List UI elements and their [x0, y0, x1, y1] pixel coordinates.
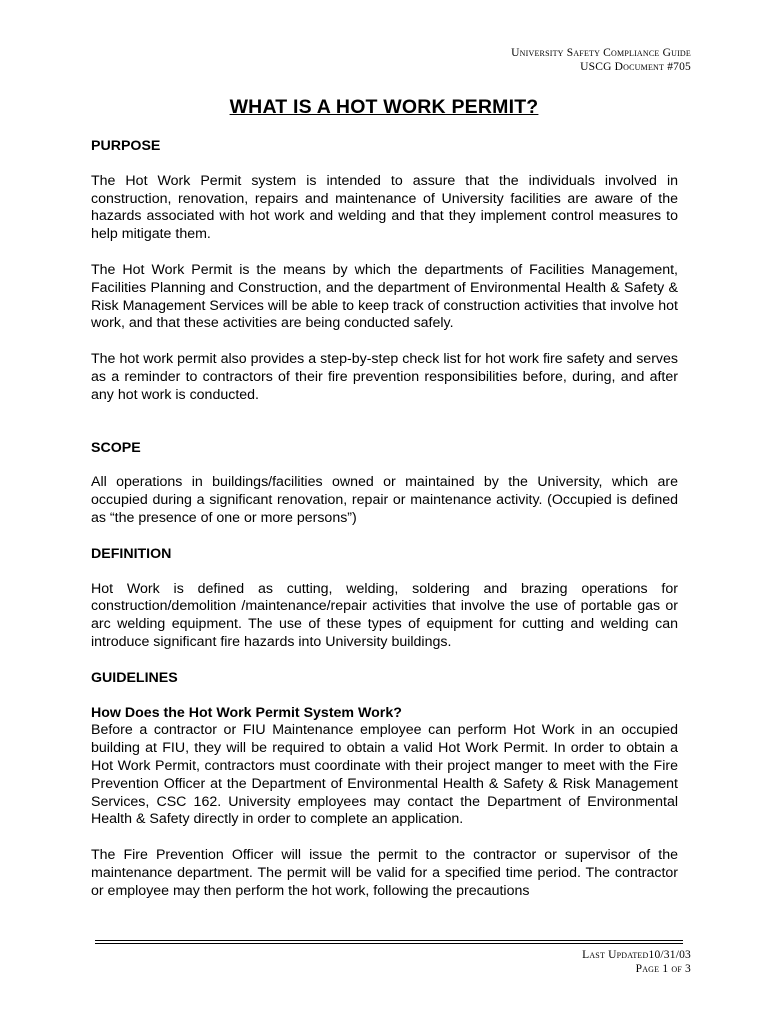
document-number: USCG Document #705	[580, 61, 691, 73]
purpose-paragraph-3: The hot work permit also provides a step-by-step check list for hot work fire safety and serves as a reminder to contractors of their fire prevention responsibilities before, during, and after any hot work is conducted.	[91, 351, 678, 403]
last-updated: Last Updated10/31/03	[582, 949, 691, 961]
footer-rule-bottom	[95, 943, 683, 944]
document-body	[91, 138, 678, 901]
guidelines-subheading: How Does the Hot Work Permit System Work?	[91, 704, 402, 721]
document-footer	[582, 948, 691, 976]
definition-paragraph: Hot Work is defined as cutting, welding, soldering and brazing operations for construction/demolition /maintenance/repair activities that involve the use of portable gas or arc welding equipment. The use of these types of equipment for cutting and welding can introduce significant fire hazards into University buildings.	[91, 580, 678, 650]
guidelines-heading: GUIDELINES	[91, 669, 178, 686]
guidelines-paragraph-1: Before a contractor or FIU Maintenance employee can perform Hot Work in an occupied building at FIU, they will be required to obtain a valid Hot Work Permit. In order to obtain a Hot Work Permit, contractors must coordinate with their project manger to meet with the Fire Prevention Officer at the Department of Environmental Health & Safety & Risk Management Services, CSC 162. University employees may contact the Department of Environmental Health & Safety directly in order to complete an application.	[91, 722, 678, 828]
guide-title: University Safety Compliance Guide	[511, 47, 691, 59]
page-number: Page 1 of 3	[635, 963, 691, 975]
scope-paragraph: All operations in buildings/facilities owned or maintained by the University, which are occupied during a significant renovation, repair or maintenance activity. (Occupied is defined as “the presence of one or more persons”)	[91, 474, 678, 526]
purpose-heading: PURPOSE	[91, 138, 161, 154]
page-title: WHAT IS A HOT WORK PERMIT?	[229, 96, 539, 118]
purpose-paragraph-2: The Hot Work Permit is the means by which the departments of Facilities Management, Facilities Planning and Construction, and the department of Environmental Health & Safety & Risk Management Services will be able to keep track of construction activities that involve hot work, and that these activities are being conducted safely.	[91, 261, 678, 332]
guidelines-paragraph-2: The Fire Prevention Officer will issue the permit to the contractor or supervisor of the maintenance department. The permit will be valid for a specified time period. The contractor or employee may then perform the hot work, following the precautions	[91, 847, 678, 899]
footer-rule-top	[95, 940, 683, 941]
definition-heading: DEFINITION	[91, 545, 172, 562]
purpose-paragraph-1: The Hot Work Permit system is intended to assure that the individuals involved in construction, renovation, repairs and maintenance of University facilities are aware of the hazards associated with hot work and welding and that they implement control measures to help mitigate them.	[91, 172, 678, 243]
document-header	[511, 46, 691, 74]
scope-heading: SCOPE	[91, 439, 141, 456]
